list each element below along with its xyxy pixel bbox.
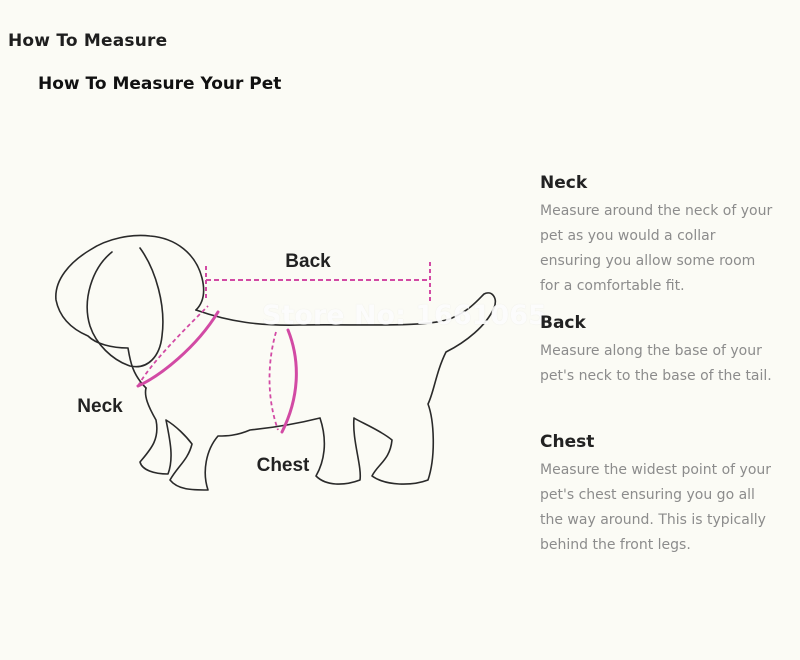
instruction-heading: Chest (540, 432, 595, 452)
store-watermark: Store No: 1661065 (262, 300, 547, 331)
instruction-neck (540, 173, 790, 299)
instruction-text: Measure the widest point of your pet's chest ensuring you go all the way around. This is typically behind the front legs. (540, 462, 772, 553)
label-chest: Chest (256, 455, 310, 476)
dog-ear-outline (87, 248, 163, 367)
instruction-text: Measure around the neck of your pet as you would a collar ensuring you allow some room for a comfortable fit. (540, 203, 773, 294)
instruction-chest (540, 432, 790, 558)
neck-measure-ring (138, 306, 218, 386)
instruction-heading: Neck (540, 173, 588, 193)
instruction-heading: Back (540, 313, 586, 333)
label-back: Back (285, 251, 331, 272)
page-subtitle: How To Measure Your Pet (38, 74, 282, 94)
label-neck: Neck (77, 396, 123, 417)
chest-measure-ring (270, 330, 297, 432)
instruction-text: Measure along the base of your pet's neck to the base of the tail. (540, 343, 772, 384)
page-title: How To Measure (8, 31, 168, 51)
instruction-back (540, 313, 790, 389)
